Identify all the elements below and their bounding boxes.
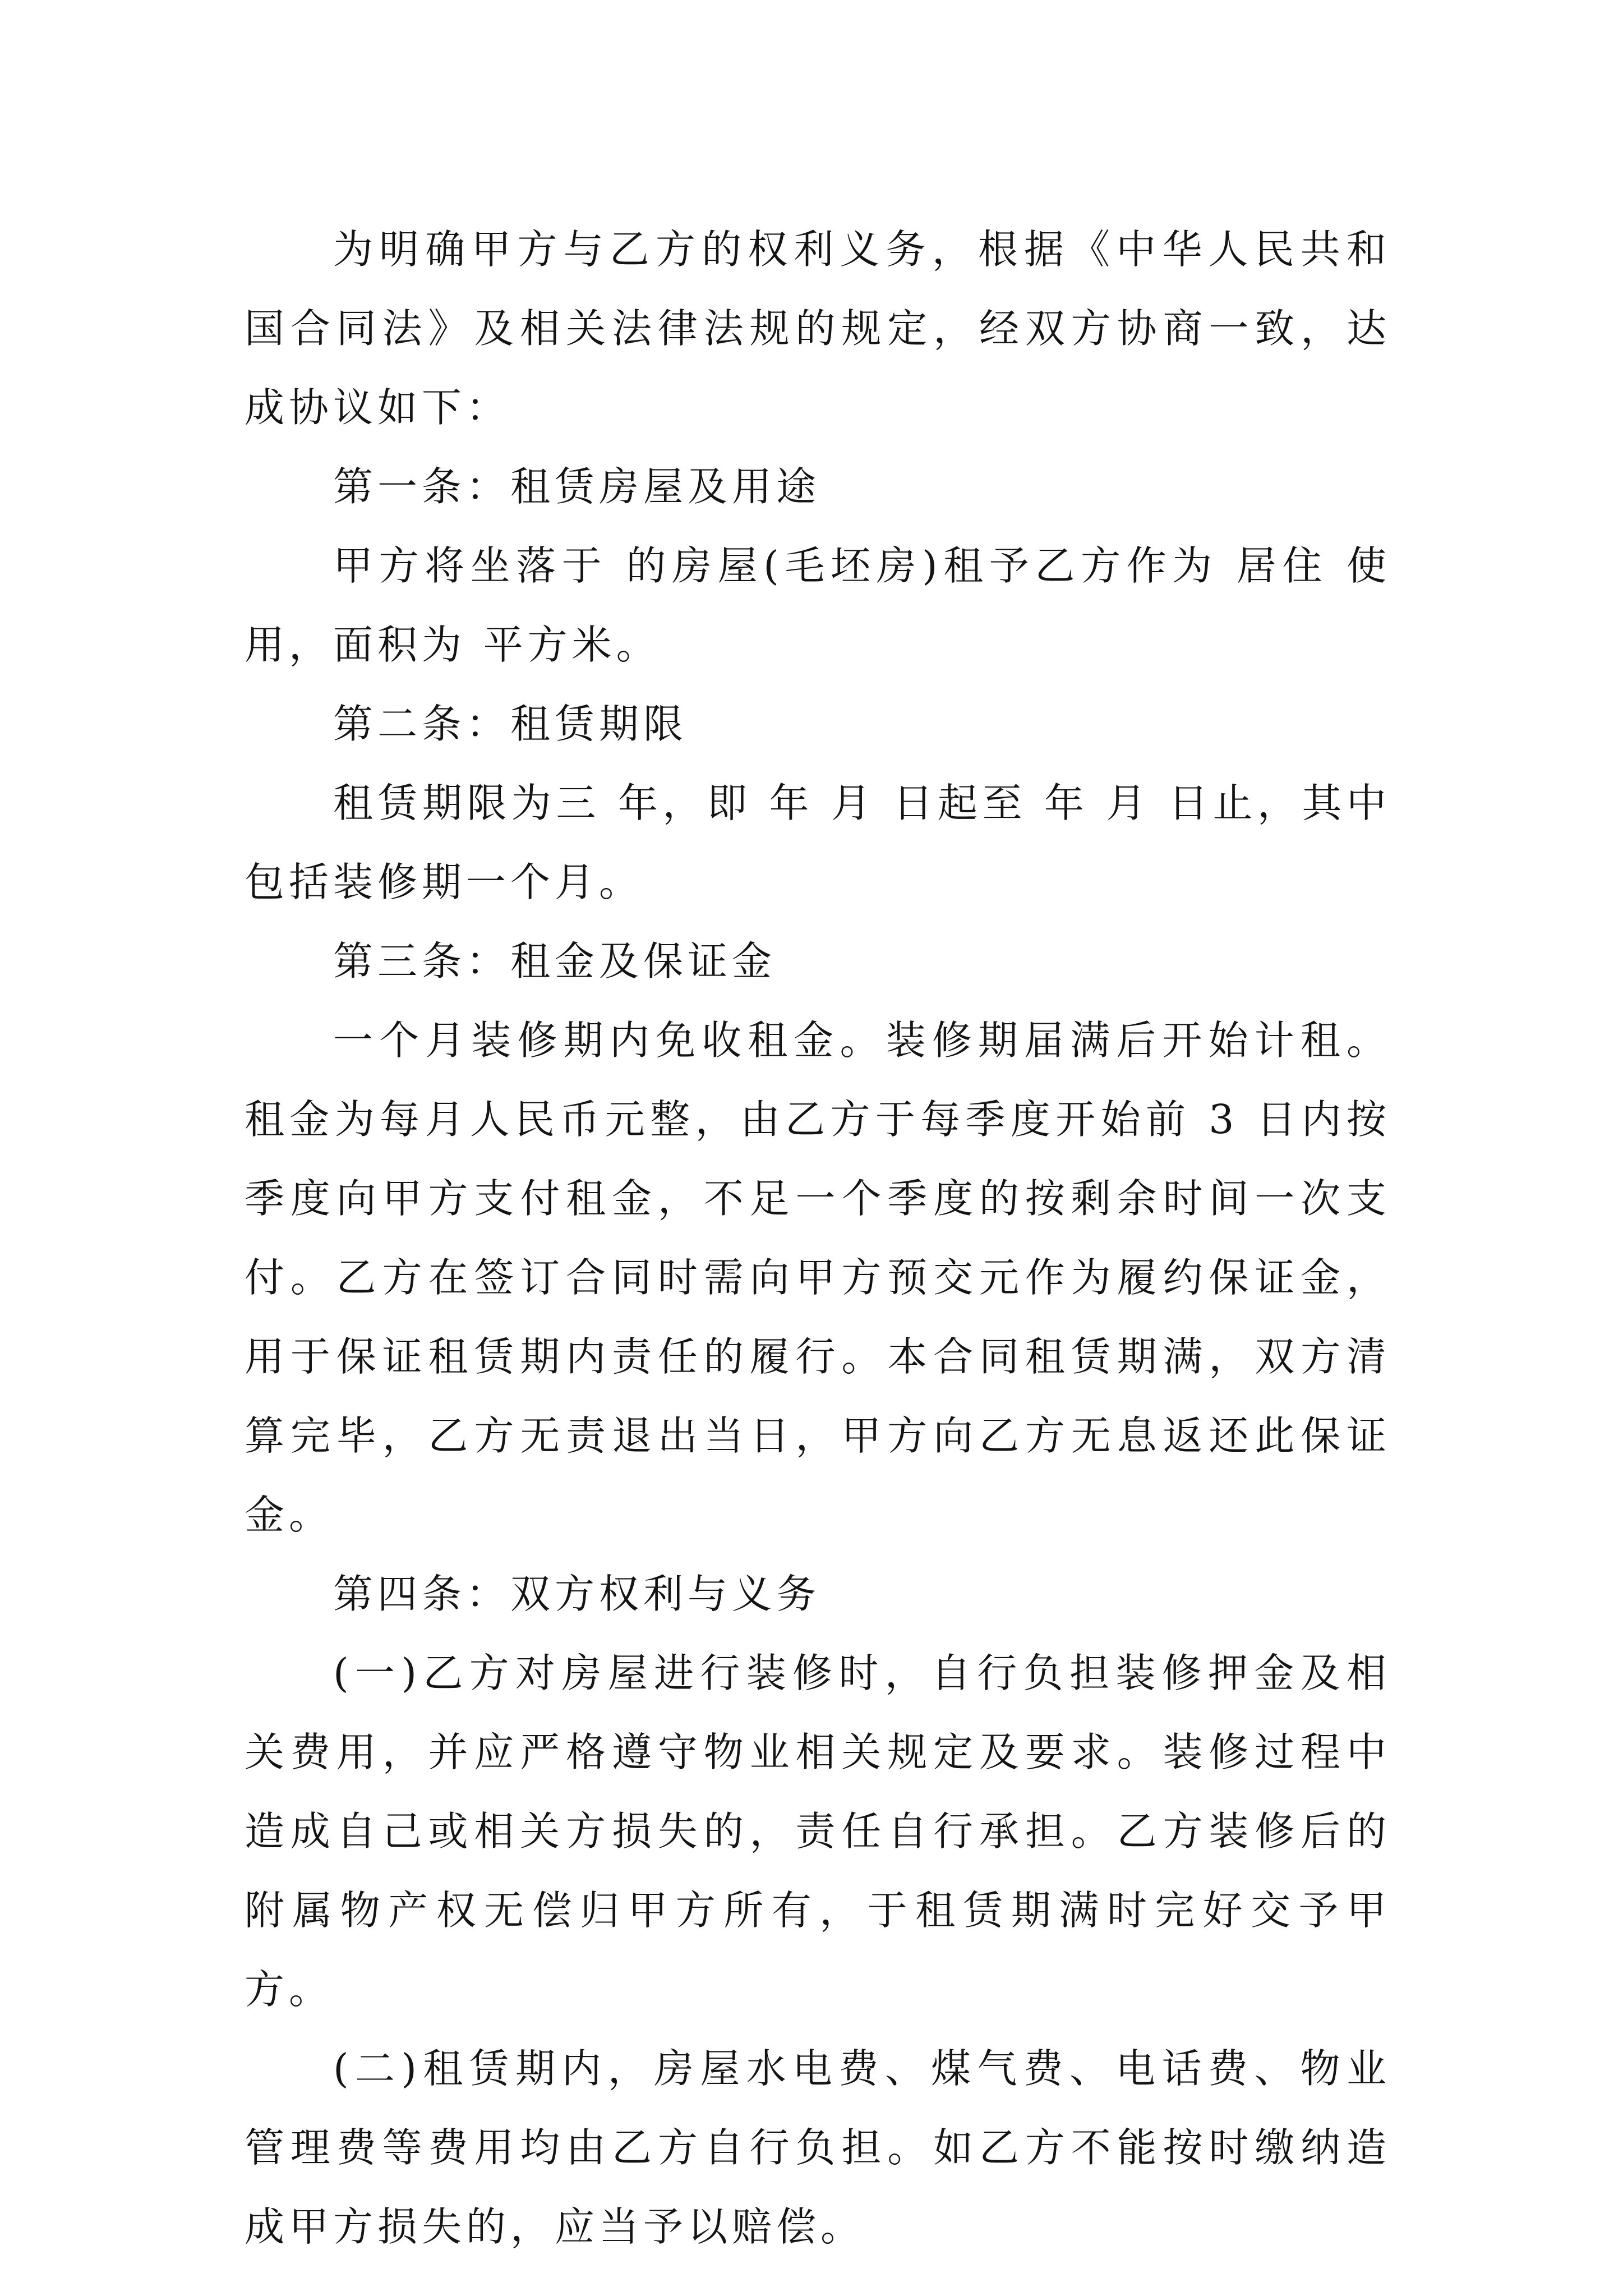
article-4-clause-2: (二)租赁期内，房屋水电费、煤气费、电话费、物业管理费等费用均由乙方自行负担。如乙方不能按时缴纳造成甲方损失的，应当予以赔偿。 <box>245 2045 1391 2250</box>
article-3-heading: 第三条：租金及保证金 <box>333 938 777 984</box>
article-1-paragraph: 甲方将坐落于 的房屋(毛坯房)租予乙方作为 居住 使用，面积为 平方米。 <box>245 542 1391 668</box>
article-2-heading: 第二条：租赁期限 <box>333 701 688 747</box>
article-4-heading: 第四条：双方权利与义务 <box>333 1571 821 1617</box>
article-1-heading: 第一条：租赁房屋及用途 <box>333 463 821 510</box>
article-4-clause-1: (一)乙方对房屋进行装修时，自行负担装修押金及相关费用，并应严格遵守物业相关规定及要求。装修过程中造成自己或相关方损失的，责任自行承担。乙方装修后的附属物产权无偿归甲方所有，于租赁期满时完好交予甲方。 <box>245 1650 1391 2013</box>
article-2-paragraph: 租赁期限为三 年，即 年 月 日起至 年 月 日止，其中包括装修期一个月。 <box>245 780 1391 905</box>
contract-body <box>245 210 1391 2266</box>
preamble-paragraph: 为明确甲方与乙方的权利义务，根据《中华人民共和国合同法》及相关法律法规的规定，经双方协商一致，达成协议如下： <box>245 226 1391 431</box>
article-3-paragraph: 一个月装修期内免收租金。装修期届满后开始计租。租金为每月人民币元整，由乙方于每季度开始前 3 日内按季度向甲方支付租金，不足一个季度的按剩余时间一次支付。乙方在签订合同时需向甲方预交元作为履约保证金，用于保证租赁期内责任的履行。本合同租赁期满，双方清算完毕，乙方无责退出当日，甲方向乙方无息返还此保证金。 <box>245 1017 1391 1538</box>
